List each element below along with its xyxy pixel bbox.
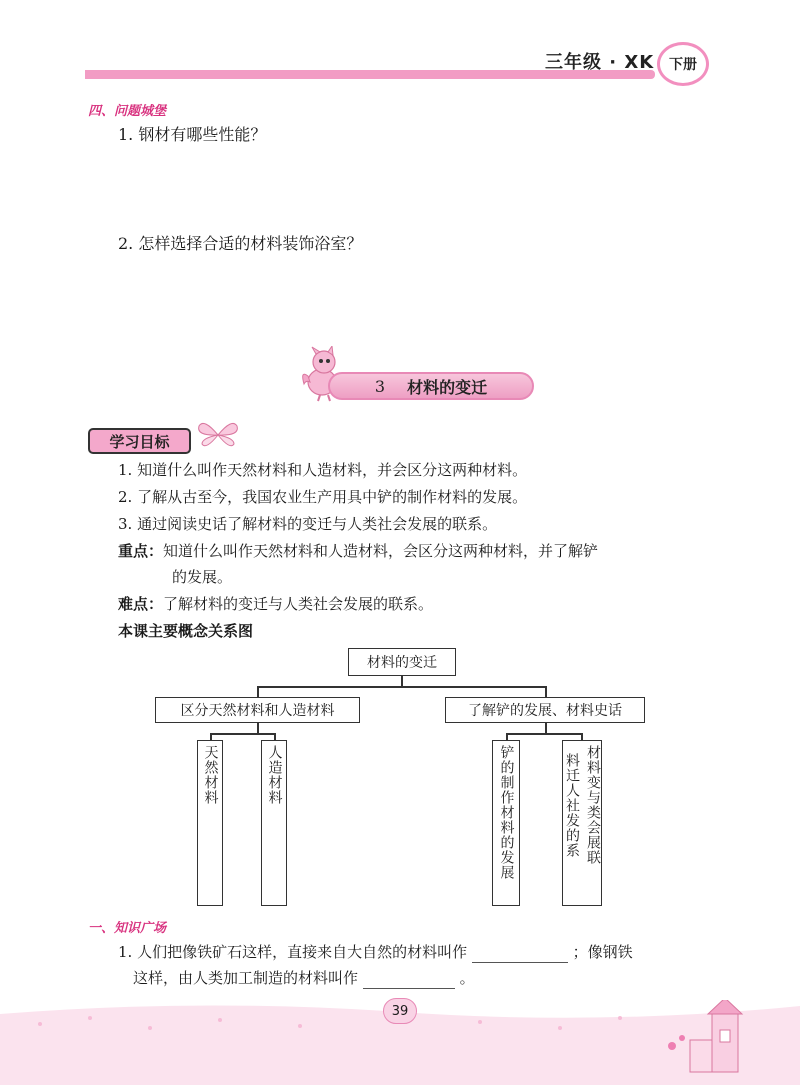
page-number: 39 (383, 998, 417, 1024)
key-point-label: 重点： (118, 542, 164, 560)
lesson-number: 3 (374, 376, 386, 396)
connector (401, 676, 403, 686)
fill-question-1-text-c: 这样，由人类加工制造的材料叫作 (133, 969, 359, 987)
goal-item-1: 1. 知道什么叫作天然材料和人造材料，并会区分这两种材料。 (118, 461, 528, 479)
concept-leaf-shovel-text: 铲的制作材料的发展 (498, 745, 515, 880)
fill-question-1-text-a: 1. 人们把像铁矿石这样，直接来自大自然的材料叫作 (118, 943, 468, 961)
concept-leaf-natural (197, 740, 223, 906)
concept-left-branch: 区分天然材料和人造材料 (180, 703, 335, 719)
concept-right-branch-box (445, 697, 645, 723)
difficulty-label: 难点： (118, 595, 164, 613)
concept-leaf-history-columns (563, 745, 601, 865)
concept-leaf-history-col1: 材料变与类会展联 (585, 745, 601, 865)
concept-leaf-history-col2: 料迁人社发的系 (564, 752, 580, 858)
key-point-line2: 的发展。 (172, 568, 233, 586)
concept-root: 材料的变迁 (367, 655, 437, 671)
connector (257, 723, 259, 733)
lesson-title-banner (328, 372, 534, 400)
fill-question-1-text-d: 。 (459, 969, 475, 987)
lesson-title: 材料的变迁 (407, 377, 488, 397)
concept-leaf-artificial (261, 740, 287, 906)
concept-leaf-artificial-text: 人造材料 (266, 745, 283, 805)
connector (257, 686, 545, 688)
concept-leaf-natural-text: 天然材料 (202, 745, 219, 805)
fill-blank-artificial[interactable] (363, 970, 455, 989)
concept-leaf-shovel (492, 740, 520, 906)
fill-blank-natural[interactable] (472, 944, 568, 963)
difficulty-text: 了解材料的变迁与人类社会发展的联系。 (163, 595, 434, 613)
connector (210, 733, 274, 735)
difficulty-line (118, 593, 433, 615)
connector (545, 723, 547, 733)
concept-root-box (348, 648, 456, 676)
key-point-line1 (118, 540, 598, 562)
butterfly-icon (196, 418, 240, 452)
learning-goals-heading: 学习目标 (88, 428, 191, 454)
key-point-text: 知道什么叫作天然材料和人造材料，会区分这两种材料，并了解铲 (163, 542, 599, 560)
header-volume-badge (657, 42, 709, 86)
concept-map-title: 本课主要概念关系图 (118, 622, 254, 640)
header-volume: 下册 (669, 57, 697, 73)
goal-item-3: 3. 通过阅读史话了解材料的变迁与人类社会发展的联系。 (118, 515, 498, 533)
section-title-knowledge-square: 一、知识广场 (88, 921, 167, 936)
connector (506, 733, 581, 735)
header-grade: 三年级 · XK (545, 52, 655, 73)
concept-leaf-history (562, 740, 602, 906)
fill-question-1-line1 (118, 941, 633, 963)
section-title-problem-castle: 四、问题城堡 (88, 104, 167, 119)
concept-right-branch: 了解铲的发展、材料史话 (468, 703, 622, 719)
question-2: 2. 怎样选择合适的材料装饰浴室？ (118, 234, 363, 253)
concept-left-branch-box (155, 697, 360, 723)
question-1: 1. 钢材有哪些性能？ (118, 125, 267, 144)
goal-item-2: 2. 了解从古至今，我国农业生产用具中铲的制作材料的发展。 (118, 488, 528, 506)
fill-question-1-line2 (133, 967, 475, 989)
fill-question-1-text-b: ；像钢铁 (572, 943, 633, 961)
